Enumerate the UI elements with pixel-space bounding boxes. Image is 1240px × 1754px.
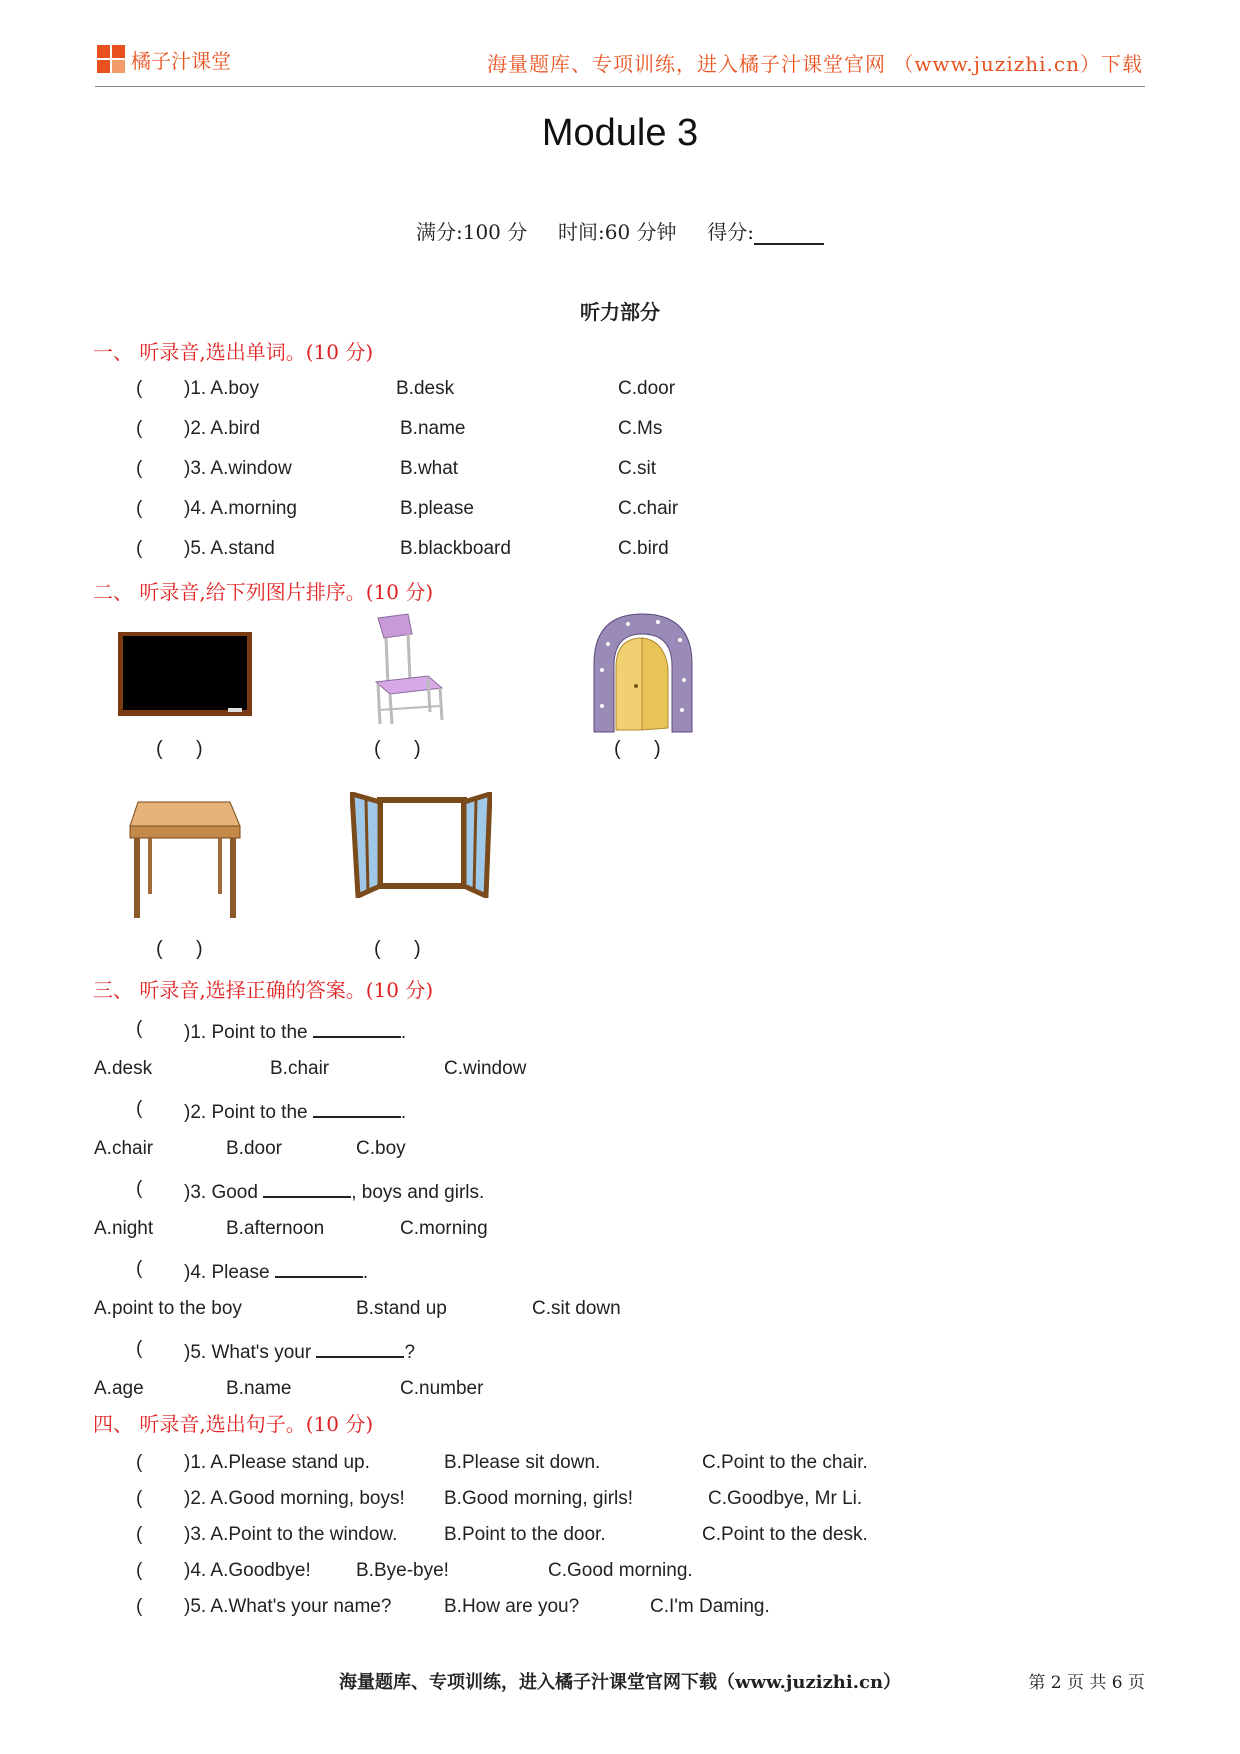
option-b: B.door <box>226 1138 282 1159</box>
option-c: C.Good morning. <box>548 1560 693 1581</box>
listening-part-title: 听力部分 <box>580 300 660 324</box>
full-score: 满分:100 分 <box>415 220 528 244</box>
option-c: C.window <box>444 1058 527 1079</box>
question-suffix: , boys and girls. <box>351 1182 485 1203</box>
option-a: )2. A.bird <box>184 418 261 439</box>
option-a: A.night <box>94 1218 154 1239</box>
score-line <box>0 216 1240 245</box>
option-a: )5. A.What's your name? <box>184 1596 392 1617</box>
option-b: B.stand up <box>356 1298 447 1319</box>
answer-bracket[interactable]: ( <box>136 1524 143 1545</box>
time-limit: 时间:60 分钟 <box>557 220 677 244</box>
option-c: C.boy <box>356 1138 406 1159</box>
fill-blank[interactable] <box>275 1258 363 1278</box>
question-suffix: . <box>362 1262 369 1283</box>
answer-bracket[interactable]: ( <box>136 378 143 399</box>
header-slogan: 海量题库、专项训练，进入橘子汁课堂官网 （www.juzizhi.cn）下载 <box>487 52 1143 76</box>
answer-bracket[interactable]: ( <box>136 418 143 439</box>
question-text <box>184 1098 406 1124</box>
option-c: C.Point to the chair. <box>702 1452 868 1473</box>
answer-bracket[interactable]: ( <box>136 1098 143 1119</box>
option-b: B.name <box>226 1378 292 1399</box>
header-divider <box>95 86 1145 87</box>
option-c: C.I'm Daming. <box>650 1596 770 1617</box>
desk-icon <box>126 800 244 920</box>
answer-bracket[interactable]: ( <box>136 1452 143 1473</box>
option-b: B.name <box>400 418 466 439</box>
answer-bracket[interactable]: ( <box>136 1338 143 1359</box>
option-a: )5. A.stand <box>184 538 275 559</box>
answer-bracket[interactable]: ( <box>136 458 143 479</box>
option-b: B.afternoon <box>226 1218 325 1239</box>
answer-paren-2[interactable]: ( ) <box>374 738 421 760</box>
option-c: C.door <box>618 378 676 399</box>
option-c: C.sit down <box>532 1298 621 1319</box>
page-number: 第 2 页 共 6 页 <box>1028 1673 1145 1693</box>
section2-heading: 二、 听录音,给下列图片排序。(10 分) <box>93 580 434 604</box>
option-a: )4. A.Goodbye! <box>184 1560 311 1581</box>
blackboard-icon <box>116 630 256 720</box>
option-b: B.How are you? <box>444 1596 580 1617</box>
question-suffix: . <box>400 1102 407 1123</box>
section3-heading: 三、 听录音,选择正确的答案。(10 分) <box>93 978 434 1002</box>
fill-blank[interactable] <box>313 1098 401 1118</box>
option-b: B.blackboard <box>400 538 511 559</box>
option-b: B.desk <box>396 378 455 399</box>
option-c: C.chair <box>618 498 679 519</box>
option-c: C.number <box>400 1378 484 1399</box>
option-a: A.point to the boy <box>94 1298 242 1319</box>
option-c: C.Goodbye, Mr Li. <box>708 1488 863 1509</box>
answer-bracket[interactable]: ( <box>136 538 143 559</box>
option-a: )3. A.window <box>184 458 292 479</box>
fill-blank[interactable] <box>313 1018 401 1038</box>
option-c: C.bird <box>618 538 669 559</box>
option-c: C.Point to the desk. <box>702 1524 868 1545</box>
option-b: B.chair <box>270 1058 330 1079</box>
question-prefix: )5. What's your <box>184 1342 312 1363</box>
door-icon <box>588 610 698 735</box>
chair-icon <box>368 612 458 727</box>
answer-bracket[interactable]: ( <box>136 1178 143 1199</box>
option-b: B.Bye-bye! <box>356 1560 449 1581</box>
answer-paren-4[interactable]: ( ) <box>156 938 203 960</box>
fill-blank[interactable] <box>316 1338 404 1358</box>
option-a: A.desk <box>94 1058 153 1079</box>
option-b: B.Please sit down. <box>444 1452 601 1473</box>
option-a: )3. A.Point to the window. <box>184 1524 398 1545</box>
question-suffix: . <box>400 1022 407 1043</box>
section1-heading: 一、 听录音,选出单词。(10 分) <box>93 340 374 364</box>
option-b: B.Good morning, girls! <box>444 1488 634 1509</box>
answer-paren-1[interactable]: ( ) <box>156 738 203 760</box>
option-c: C.Ms <box>618 418 663 439</box>
option-a: A.chair <box>94 1138 154 1159</box>
question-text <box>184 1178 484 1204</box>
question-prefix: )3. Good <box>184 1182 258 1203</box>
fill-blank[interactable] <box>263 1178 351 1198</box>
answer-bracket[interactable]: ( <box>136 1018 143 1039</box>
page-title: Module 3 <box>541 112 699 154</box>
question-text <box>184 1018 406 1044</box>
score-label: 得分: <box>707 220 754 244</box>
question-prefix: )4. Please <box>184 1262 270 1283</box>
section4-heading: 四、 听录音,选出句子。(10 分) <box>93 1412 374 1436</box>
option-c: C.morning <box>400 1218 488 1239</box>
window-icon <box>350 792 492 898</box>
option-a: )2. A.Good morning, boys! <box>184 1488 405 1509</box>
option-b: B.Point to the door. <box>444 1524 606 1545</box>
answer-bracket[interactable]: ( <box>136 498 143 519</box>
question-suffix: ? <box>404 1342 416 1363</box>
score-blank[interactable] <box>754 223 824 245</box>
answer-paren-3[interactable]: ( ) <box>614 738 661 760</box>
logo-text: 橘子汁课堂 <box>131 48 231 73</box>
option-a: )1. A.boy <box>184 378 259 399</box>
answer-bracket[interactable]: ( <box>136 1560 143 1581</box>
option-c: C.sit <box>618 458 656 479</box>
header-logo <box>97 44 231 74</box>
answer-bracket[interactable]: ( <box>136 1258 143 1279</box>
answer-paren-5[interactable]: ( ) <box>374 938 421 960</box>
question-text <box>184 1338 415 1364</box>
footer-text: 海量题库、专项训练，进入橘子汁课堂官网下载（www.juzizhi.cn） <box>338 1672 902 1693</box>
option-a: )1. A.Please stand up. <box>184 1452 370 1473</box>
option-b: B.please <box>400 498 474 519</box>
question-prefix: )1. Point to the <box>184 1022 308 1043</box>
answer-bracket[interactable]: ( <box>136 1488 143 1509</box>
option-a: A.age <box>94 1378 144 1399</box>
question-text <box>184 1258 368 1284</box>
option-a: )4. A.morning <box>184 498 297 519</box>
logo-icon <box>97 45 125 73</box>
answer-bracket[interactable]: ( <box>136 1596 143 1617</box>
question-prefix: )2. Point to the <box>184 1102 308 1123</box>
option-b: B.what <box>400 458 459 479</box>
